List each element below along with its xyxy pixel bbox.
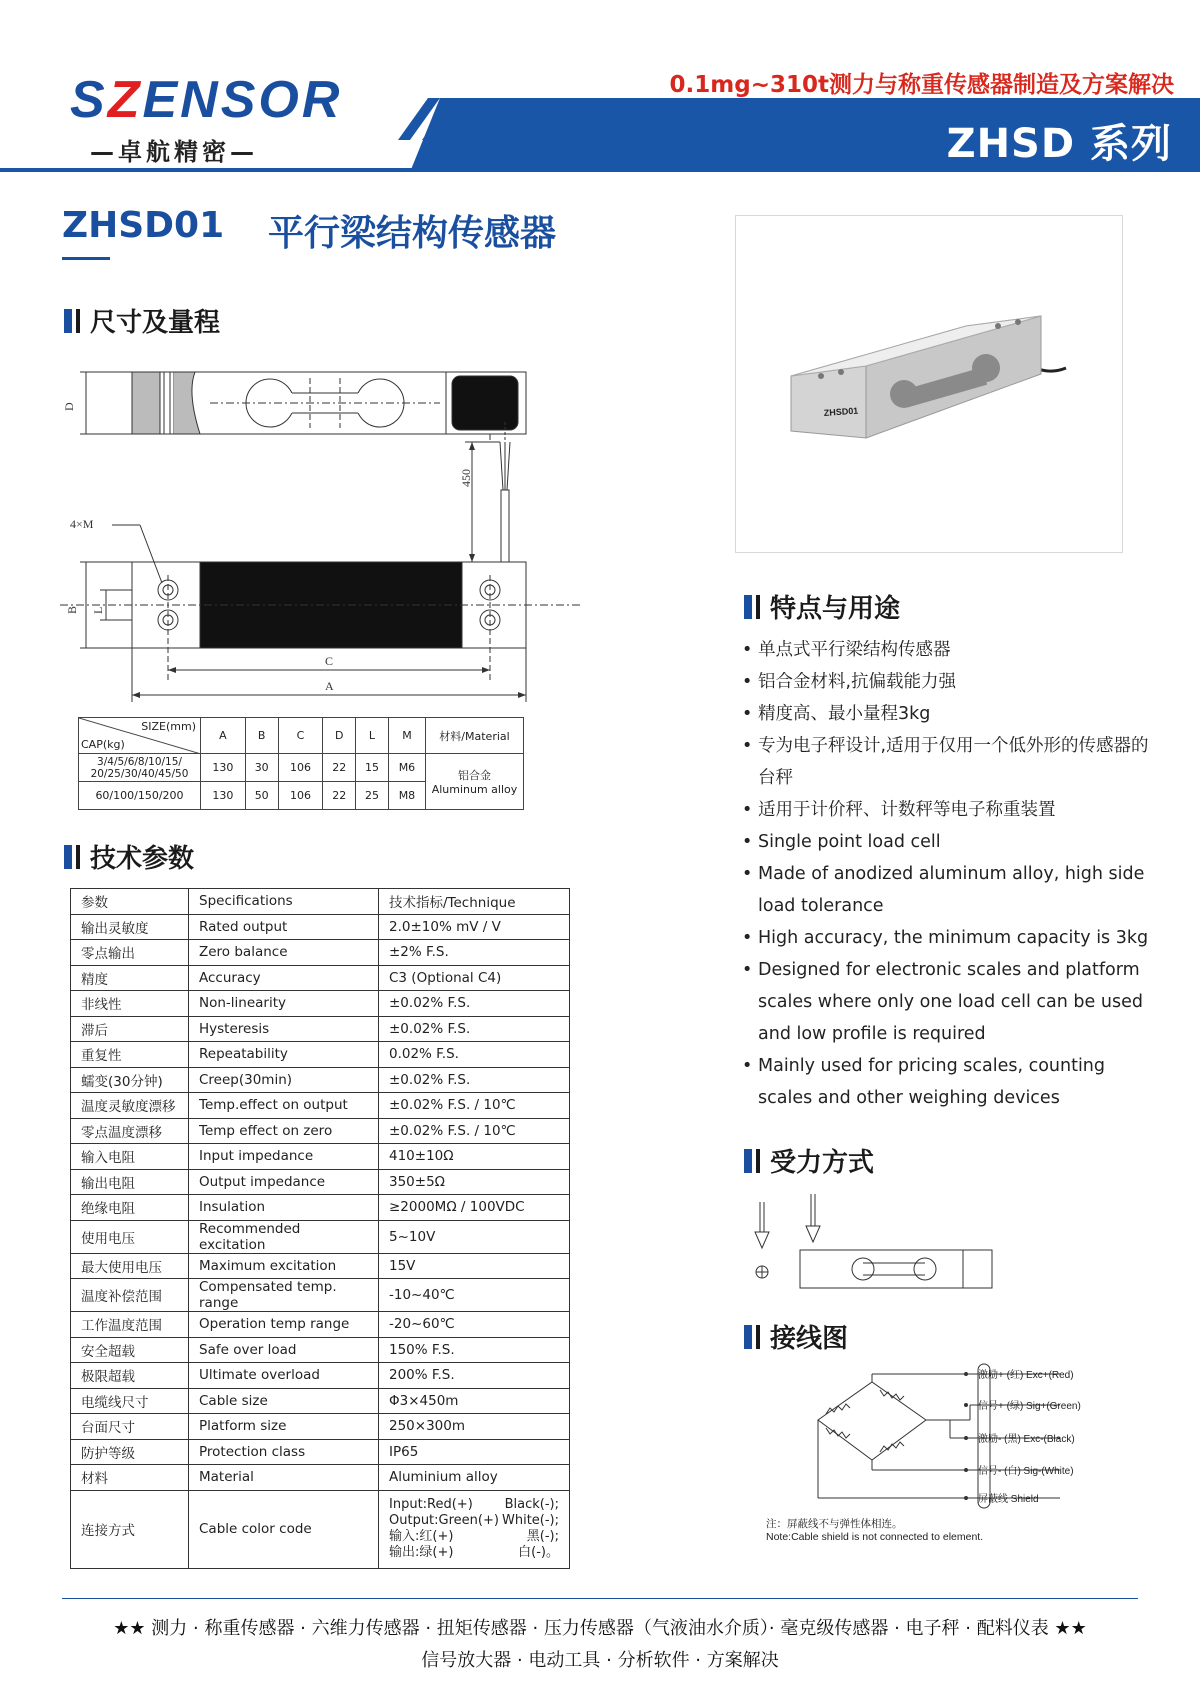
- spec-row: [71, 1312, 570, 1338]
- spec-row: [71, 1279, 570, 1312]
- dim-table-corner: SIZE(mm) CAP(kg): [79, 718, 201, 754]
- spec-cell: ±0.02% F.S.: [379, 991, 570, 1017]
- spec-row: [71, 1016, 570, 1042]
- dim-header-material: 材料/Material: [426, 718, 524, 754]
- feature-item: • Single point load cell: [742, 826, 1162, 858]
- spec-cell: Output impedance: [189, 1169, 379, 1195]
- spec-cell: IP65: [379, 1439, 570, 1465]
- spec-row: [71, 1363, 570, 1389]
- product-photo: [735, 215, 1123, 553]
- spec-cell: 0.02% F.S.: [379, 1042, 570, 1068]
- spec-cell: ±2% F.S.: [379, 940, 570, 966]
- spec-cell: 200% F.S.: [379, 1363, 570, 1389]
- dim-cell: 130: [201, 754, 246, 782]
- spec-cell: Ultimate overload: [189, 1363, 379, 1389]
- spec-cell: 电缆线尺寸: [71, 1388, 189, 1414]
- dim-row-cap: 3/4/5/6/8/10/15/ 20/25/30/40/45/50: [79, 754, 201, 782]
- page-header: [0, 0, 1200, 178]
- wire-label-shield: 屏蔽线 Shield: [978, 1494, 1039, 1505]
- spec-cell: 蠕变(30分钟): [71, 1067, 189, 1093]
- spec-cell: Temp.effect on output: [189, 1093, 379, 1119]
- label-a: A: [325, 679, 334, 693]
- spec-cell: Material: [189, 1465, 379, 1491]
- label-d: D: [62, 402, 76, 411]
- spec-cell: 5~10V: [379, 1220, 570, 1253]
- spec-cell: 技术指标/Technique: [379, 889, 570, 915]
- dim-header-d: D: [323, 718, 356, 754]
- spec-header-row: [71, 889, 570, 915]
- label-450: 450: [459, 469, 473, 487]
- spec-row: [71, 1169, 570, 1195]
- spec-cell: Creep(30min): [189, 1067, 379, 1093]
- header-tagline: 0.1mg~310t测力与称重传感器制造及方案解决: [669, 72, 1174, 98]
- spec-cell: -10~40℃: [379, 1279, 570, 1312]
- spec-cell: 零点温度漂移: [71, 1118, 189, 1144]
- dim-cell: 22: [323, 782, 356, 810]
- spec-cell: 15V: [379, 1253, 570, 1279]
- footer-line-2: 信号放大器 · 电动工具 · 分析软件 · 方案解决: [421, 1650, 779, 1671]
- spec-cell: ±0.02% F.S.: [379, 1067, 570, 1093]
- wiring-diagram: [760, 1360, 1180, 1518]
- spec-cell: Recommended excitation: [189, 1220, 379, 1253]
- spec-cell: Rated output: [189, 914, 379, 940]
- spec-cell: Accuracy: [189, 965, 379, 991]
- section-tech-params: 技术参数: [64, 838, 194, 875]
- spec-cell: 使用电压: [71, 1220, 189, 1253]
- wire-label-sig-plus: 信号+ (绿) Sig+(Green): [978, 1401, 1081, 1412]
- dim-cell: 30: [245, 754, 278, 782]
- spec-cell: 防护等级: [71, 1439, 189, 1465]
- spec-cell: Hysteresis: [189, 1016, 379, 1042]
- spec-cell: Repeatability: [189, 1042, 379, 1068]
- spec-cell: ±0.02% F.S. / 10℃: [379, 1093, 570, 1119]
- spec-row: [71, 1144, 570, 1170]
- section-wiring: 接线图: [744, 1318, 848, 1355]
- spec-cell: 参数: [71, 889, 189, 915]
- dim-cell: M6: [388, 754, 425, 782]
- spec-cell: Φ3×450m: [379, 1388, 570, 1414]
- spec-cell: 350±5Ω: [379, 1169, 570, 1195]
- spec-cell: 输出电阻: [71, 1169, 189, 1195]
- spec-cell: Zero balance: [189, 940, 379, 966]
- spec-cell: 非线性: [71, 991, 189, 1017]
- spec-cell: 最大使用电压: [71, 1253, 189, 1279]
- model-number: ZHSD01: [62, 205, 225, 246]
- spec-cell: 台面尺寸: [71, 1414, 189, 1440]
- spec-cell: Specifications: [189, 889, 379, 915]
- spec-row: [71, 991, 570, 1017]
- spec-row: [71, 1388, 570, 1414]
- spec-row: [71, 914, 570, 940]
- feature-item: • 专为电子秤设计,适用于仅用一个低外形的传感器的台秤: [742, 730, 1162, 794]
- spec-row: [71, 940, 570, 966]
- spec-row: [71, 1465, 570, 1491]
- section-features: 特点与用途: [744, 588, 900, 625]
- dim-header-c: C: [278, 718, 323, 754]
- spec-cell: Maximum excitation: [189, 1253, 379, 1279]
- dim-cell: 15: [356, 754, 389, 782]
- spec-cell: Aluminium alloy: [379, 1465, 570, 1491]
- label-c: C: [325, 654, 334, 668]
- spec-cell: Temp effect on zero: [189, 1118, 379, 1144]
- spec-cell: 工作温度范围: [71, 1312, 189, 1338]
- spec-row: [71, 1439, 570, 1465]
- dim-cell: 22: [323, 754, 356, 782]
- spec-cell: Operation temp range: [189, 1312, 379, 1338]
- spec-cell: Insulation: [189, 1195, 379, 1221]
- spec-cell: ≥2000MΩ / 100VDC: [379, 1195, 570, 1221]
- feature-item: • 适用于计价秤、计数秤等电子称重装置: [742, 794, 1162, 826]
- spec-row: [71, 965, 570, 991]
- label-b: B: [65, 605, 79, 614]
- spec-cell: ±0.02% F.S.: [379, 1016, 570, 1042]
- spec-cell: 滞后: [71, 1016, 189, 1042]
- title-underline: [62, 257, 110, 260]
- dim-cell: 25: [356, 782, 389, 810]
- spec-cell: Compensated temp. range: [189, 1279, 379, 1312]
- force-diagram: [745, 1192, 1005, 1292]
- wire-label-sig-minus: 信号- (白) Sig-(White): [978, 1466, 1074, 1477]
- spec-cell: -20~60℃: [379, 1312, 570, 1338]
- dim-cell: M8: [388, 782, 425, 810]
- model-name: 平行梁结构传感器: [268, 213, 557, 254]
- label-l: L: [91, 606, 105, 614]
- spec-cell: 输入电阻: [71, 1144, 189, 1170]
- feature-item: • High accuracy, the minimum capacity is 3kg: [742, 922, 1162, 954]
- cable-color-cell: Input:Red(+) Black(-); Output:Green(+) White(-); 输入:红(+) 黑(-); 输出:绿(+) 白(-)。: [379, 1490, 570, 1568]
- dim-cell: 130: [201, 782, 246, 810]
- spec-cell: Protection class: [189, 1439, 379, 1465]
- spec-cell: 410±10Ω: [379, 1144, 570, 1170]
- spec-cell: 输出灵敏度: [71, 914, 189, 940]
- series-title: ZHSD 系列: [946, 121, 1172, 167]
- section-dimensions: 尺寸及量程: [64, 302, 220, 339]
- brand-logo: SZENSOR: [70, 71, 343, 129]
- spec-cell: ±0.02% F.S. / 10℃: [379, 1118, 570, 1144]
- spec-row: [71, 1337, 570, 1363]
- dim-cell: 50: [245, 782, 278, 810]
- dim-cell: 106: [278, 754, 323, 782]
- spec-row: [71, 1195, 570, 1221]
- spec-row: [71, 1220, 570, 1253]
- photo-engraving: ZHSD01: [823, 405, 859, 418]
- spec-row: [71, 1042, 570, 1068]
- spec-row-cable: 连接方式 Cable color code Input:Red(+) Black(-); Output:Green(+) White(-); 输入:红(+) 黑(-); 输出:绿(+) 白(-)。: [71, 1490, 570, 1568]
- spec-cell: 精度: [71, 965, 189, 991]
- spec-cell: 绝缘电阻: [71, 1195, 189, 1221]
- dim-header-b: B: [245, 718, 278, 754]
- spec-cell: Platform size: [189, 1414, 379, 1440]
- spec-row: [71, 1093, 570, 1119]
- spec-cell: 250×300m: [379, 1414, 570, 1440]
- spec-row: [71, 1253, 570, 1279]
- spec-cell: 安全超载: [71, 1337, 189, 1363]
- feature-list: [742, 634, 1162, 1114]
- spec-cell: C3 (Optional C4): [379, 965, 570, 991]
- feature-item: • 精度高、最小量程3kg: [742, 698, 1162, 730]
- label-4m: 4×M: [70, 517, 94, 531]
- dimension-table: [78, 717, 524, 810]
- spec-table: [70, 888, 570, 1569]
- spec-cell: Input impedance: [189, 1144, 379, 1170]
- spec-cell: Non-linearity: [189, 991, 379, 1017]
- spec-cell: 重复性: [71, 1042, 189, 1068]
- spec-cell: Safe over load: [189, 1337, 379, 1363]
- spec-row: [71, 1118, 570, 1144]
- footer-divider: [62, 1598, 1138, 1599]
- dim-header-a: A: [201, 718, 246, 754]
- spec-cell: 150% F.S.: [379, 1337, 570, 1363]
- spec-cell: 材料: [71, 1465, 189, 1491]
- spec-row: [71, 1067, 570, 1093]
- dim-cell: 106: [278, 782, 323, 810]
- spec-cell: Cable size: [189, 1388, 379, 1414]
- spec-cell: 温度灵敏度漂移: [71, 1093, 189, 1119]
- feature-item: • Designed for electronic scales and platform scales where only one load cell can be used and low profile is required: [742, 954, 1162, 1050]
- feature-item: • Mainly used for pricing scales, counting scales and other weighing devices: [742, 1050, 1162, 1114]
- feature-item: • Made of anodized aluminum alloy, high side load tolerance: [742, 858, 1162, 922]
- spec-cell: 极限超载: [71, 1363, 189, 1389]
- dim-header-m: M: [388, 718, 425, 754]
- feature-item: • 单点式平行梁结构传感器: [742, 634, 1162, 666]
- dim-header-l: L: [356, 718, 389, 754]
- dimension-drawing: [60, 350, 580, 710]
- spec-row: [71, 1414, 570, 1440]
- wire-label-exc-plus: 激励+ (红) Exc+(Red): [978, 1370, 1074, 1381]
- dim-row-cap: 60/100/150/200: [79, 782, 201, 810]
- brand-subtitle: —卓航精密—: [90, 138, 258, 166]
- footer-line-1: ★★ 测力 · 称重传感器 · 六维力传感器 · 扭矩传感器 · 压力传感器（气液油水介质）· 毫克级传感器 · 电子秤 · 配料仪表 ★★: [113, 1618, 1087, 1639]
- spec-cell: 2.0±10% mV / V: [379, 914, 570, 940]
- section-force: 受力方式: [744, 1142, 874, 1179]
- dim-material-cell: 铝合金 Aluminum alloy: [426, 754, 524, 810]
- feature-item: • 铝合金材料,抗偏载能力强: [742, 666, 1162, 698]
- spec-cell: 温度补偿范围: [71, 1279, 189, 1312]
- wire-label-exc-minus: 激励- (黑) Exc-(Black): [978, 1434, 1075, 1445]
- spec-cell: 零点输出: [71, 940, 189, 966]
- wiring-note: 注：屏蔽线不与弹性体相连。 Note:Cable shield is not connected to element.: [766, 1518, 984, 1543]
